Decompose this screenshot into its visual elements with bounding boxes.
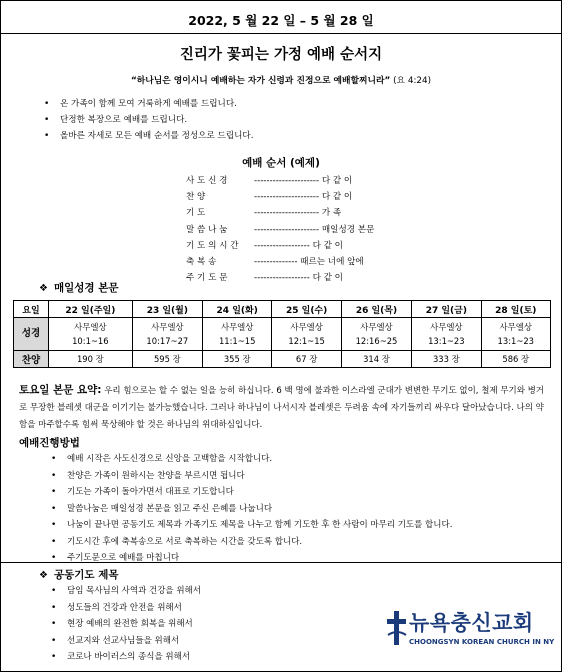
- diamond-bullet-icon: ❖: [39, 283, 48, 294]
- prayer-heading: ❖ 공동기도 제목: [39, 569, 119, 581]
- order-row: 축 복 송 -------------- 때르는 너에 앞에: [186, 256, 364, 267]
- list-item: • 기도시간 후에 축복송으로 서로 축복하는 시간을 갖도록 합니다.: [51, 535, 452, 552]
- list-item: • 성도들의 건강과 안전을 위해서: [51, 601, 201, 618]
- list-item: • 코로나 바이러스의 종식을 위해서: [51, 650, 201, 667]
- day-header: 24 일(화): [202, 301, 271, 318]
- passage-cell: 사무엘상 12:1~15: [272, 318, 341, 351]
- passage-cell: 사무엘상 13:1~23: [481, 318, 550, 351]
- diamond-bullet-icon: ❖: [39, 570, 48, 581]
- list-item: • 나눔이 끝나면 공동기도 제목과 가족기도 제목을 나누고 함께 기도한 후 한 사람이 마무리 기도를 합니다.: [51, 518, 452, 535]
- procedure-title: 예배진행방법: [19, 437, 80, 449]
- hymn-cell: 355 장: [202, 351, 271, 368]
- list-item: • 현장 예배의 완전한 회복을 위해서: [51, 617, 201, 634]
- list-item: • 주기도문으로 예배를 마칩니다: [51, 551, 452, 568]
- list-item: • 예배 시작은 사도신경으로 신앙을 고백함을 시작합니다.: [51, 452, 452, 469]
- hymn-cell: 586 장: [481, 351, 550, 368]
- day-header: 26 일(목): [341, 301, 411, 318]
- day-header: 22 일(주일): [49, 301, 133, 318]
- table-header-row: [14, 301, 551, 318]
- list-item: • 온 가족이 함께 모여 거룩하게 예배를 드립니다.: [44, 97, 253, 113]
- passage-row-label: 성경: [14, 318, 49, 351]
- prayer-list: [51, 584, 201, 667]
- procedure-list: [51, 452, 452, 568]
- day-header: 23 일(월): [132, 301, 202, 318]
- day-header: 25 일(수): [272, 301, 341, 318]
- hymn-cell: 190 장: [49, 351, 133, 368]
- church-english-name: CHOONGSYN KOREAN CHURCH IN NY: [409, 638, 555, 646]
- intro-bullet-list: [44, 97, 253, 145]
- table-row: [14, 351, 551, 368]
- verse-quote: “하나님은 영이시니 예배하는 자가 신령과 진정으로 예배할찌니라”: [130, 76, 391, 86]
- divider: [1, 33, 561, 34]
- summary-lead: 토요일 본문 요약:: [19, 384, 102, 396]
- hymn-cell: 67 장: [272, 351, 341, 368]
- passage-cell: 사무엘상 10:17~27: [132, 318, 202, 351]
- list-item: • 단정한 복장으로 예배를 드립니다.: [44, 113, 253, 129]
- verse-reference: (요 4:24): [393, 76, 432, 86]
- table-row: [14, 318, 551, 351]
- list-item: • 찬양은 가족이 원하시는 찬양을 부르시면 됩니다: [51, 469, 452, 486]
- hymn-cell: 595 장: [132, 351, 202, 368]
- hymn-cell: 333 장: [412, 351, 481, 368]
- saturday-summary: [19, 382, 549, 434]
- church-korean-name: 뉴욕충신교회: [409, 611, 534, 635]
- hymn-cell: 314 장: [341, 351, 411, 368]
- worship-order-list: [186, 173, 374, 286]
- order-row: 말 씀 나 눔 --------------------- 매일성경 본문: [186, 224, 375, 235]
- order-row: 사 도 신 경 --------------------- 다 같 이: [186, 176, 353, 186]
- divider: [1, 562, 561, 563]
- passage-cell: 사무엘상 11:1~15: [202, 318, 271, 351]
- list-item: • 선교지와 선교사님들을 위해서: [51, 634, 201, 651]
- passage-cell: 사무엘상 10:1~16: [49, 318, 133, 351]
- list-item: • 담임 목사님의 사역과 건강을 위해서: [51, 584, 201, 601]
- reading-heading: ❖ 매일성경 본문: [39, 282, 119, 294]
- passage-cell: 사무엘상 12:16~25: [341, 318, 411, 351]
- passage-cell: 사무엘상 13:1~23: [412, 318, 481, 351]
- hymn-row-label: 찬양: [14, 351, 49, 368]
- list-item: • 올바른 자세로 모든 예배 순서를 정성으로 드립니다.: [44, 129, 253, 145]
- order-row: 찬 양 --------------------- 다 같 이: [186, 192, 353, 203]
- worship-order-title: 예배 순서 (예제): [242, 157, 320, 169]
- day-header: 28 일(토): [481, 301, 550, 318]
- list-item: • 말씀나눔은 매일성경 본문을 읽고 주신 은혜를 나눕니다: [51, 502, 452, 519]
- order-row: 기 도 --------------------- 가 족: [186, 208, 342, 219]
- reading-table: [13, 300, 551, 368]
- order-row: 기 도 의 시 간 ------------------ 다 같 이: [186, 240, 343, 251]
- date-range: 2022, 5 월 22 일 – 5 월 28 일: [188, 13, 374, 28]
- list-item: • 기도는 가족이 돌아가면서 대표로 기도합니다: [51, 485, 452, 502]
- table-corner: 요일: [14, 301, 49, 318]
- church-logo: [385, 607, 555, 657]
- scripture-verse: [1, 73, 561, 86]
- summary-text: 우리 힘으로는 할 수 없는 일을 능히 하십니다. 6 백 명에 불과한 이스라엘 군대가 변변한 무기도 없이, 철제 무기와 병거로 무장한 블레셋 대군을 이기기는 불가능했습니다. 그러나 하나님이 나서시자 블레셋은 두려움 속에 자기들끼리 싸우다 달아났습니다. 나의 약함을 마주할수록 힘써 묵상해야 할 것은 하나님의 위대하심입니다.: [19, 386, 545, 430]
- page-title: 진리가 꽃피는 가정 예배 순서지: [179, 47, 383, 63]
- order-row: 주 기 도 문 ------------------ 다 같 이: [186, 273, 343, 284]
- cross-icon: [385, 609, 409, 647]
- day-header: 27 일(금): [412, 301, 481, 318]
